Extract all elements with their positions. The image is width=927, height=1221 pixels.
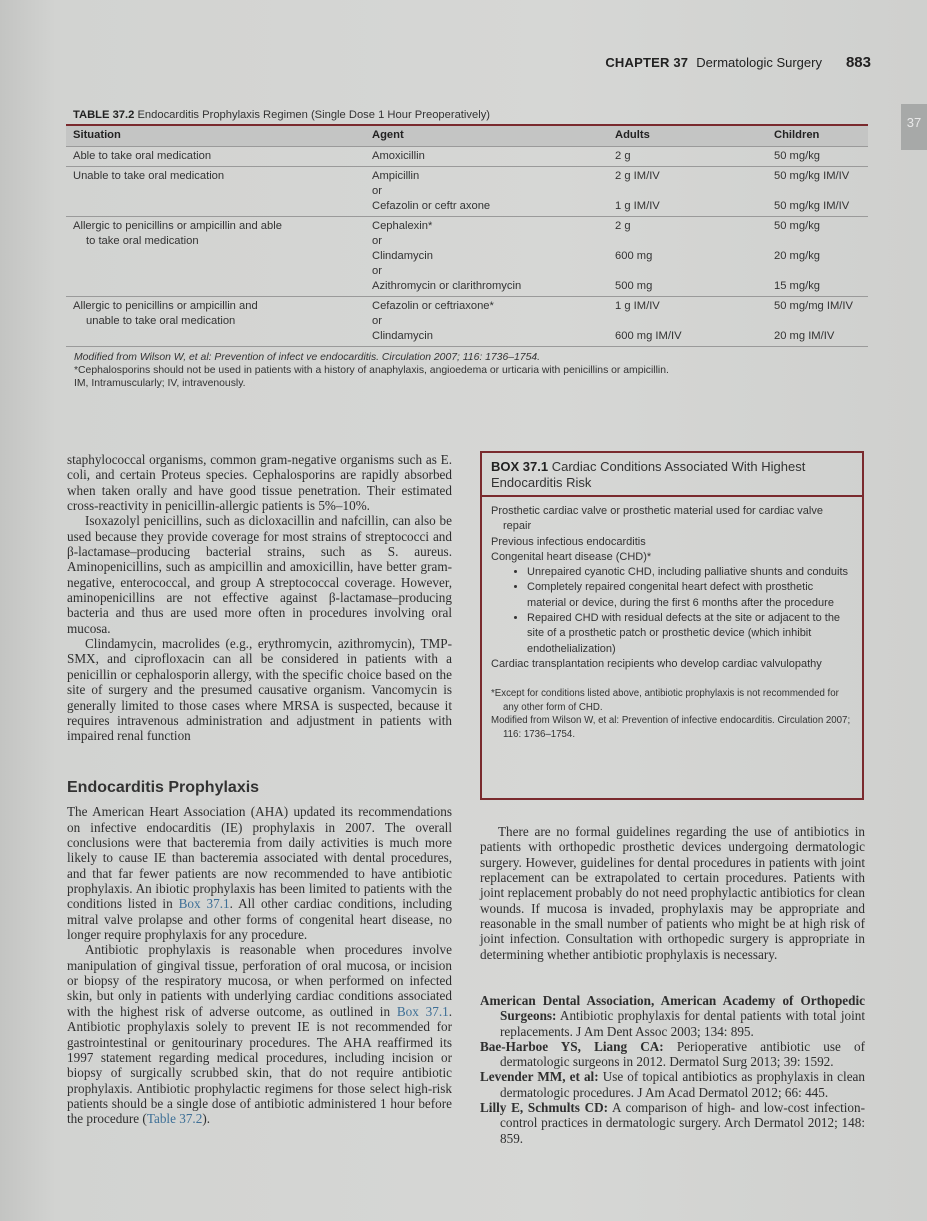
box-label: BOX 37.1 [491, 459, 549, 474]
box-item: Congenital heart disease (CHD)* [491, 550, 652, 563]
table-cell-children: 50 mg/kg [774, 220, 821, 232]
table-cell-agent: or [372, 185, 382, 197]
table-cell-adults: 600 mg [615, 250, 653, 262]
reference-text: Perioperative antibiotic use of dermatologic surgeons in 2012. Dermatol Surg 2013; 39: 1592. [500, 1038, 865, 1070]
box-bullet: • Unrepaired cyanotic CHD, including palliative shunts and conduits [527, 565, 854, 580]
aha-text: The American Heart Association (AHA) updated its recommendations on infective endocarditis (IE) prophylaxis in 2007. The overall conclusions were that bacteremia from daily activities is much more likely to cause IE than bacteremia associated with dental procedures, and that far fewer patients are now recommended to have antibiotic prophylaxis. An ibiotic prophylaxis has been limited to patients with the conditions listed in [67, 804, 452, 912]
running-header [605, 54, 871, 71]
paragraph-aha [67, 804, 452, 942]
box-source: Modified from Wilson W, et al: Prevention of infective endocarditis. Circulation 2007; 116: 1736–1754. [491, 715, 851, 741]
box-link[interactable]: Box 37.1 [178, 896, 230, 912]
table-cell-agent: Clindamycin [372, 330, 433, 342]
column-header-children: Children [774, 129, 820, 141]
table-cell-agent: Clindamycin [372, 250, 433, 262]
table-source-note [74, 351, 868, 364]
reference-item [480, 993, 865, 1039]
table-cell-agent: Cefazolin or ceftriaxone* [372, 300, 494, 312]
paragraph-orthopedic: There are no formal guidelines regarding the use of antibiotics in patients with orthopedic prosthetic devices undergoing dermatologic surgery. However, guidelines for dental procedures in patients with joint replacement can be extrapolated to certain procedures. Patients with joint replacement probably do not need prophylactic antibiotics for clean wounds. If mucosa is invaded, prophylaxis may be appropriate and reasonable in the small number of patients who might be at high risk of joint infection. Consultation with orthopedic surgery is appropriate in determining whether antibiotic prophylaxis is necessary. [480, 824, 865, 962]
table-row [66, 149, 868, 164]
table-cell-situation: Unable to take oral medication [73, 170, 225, 182]
aha-text-2: . All other cardiac conditions, including mitral valve prolapse and other forms of congenital heart disease, no longer require prophylaxis for any procedure. [67, 896, 453, 943]
table-cell-children: 20 mg IM/IV [774, 330, 835, 342]
reference-item [480, 1100, 865, 1146]
table-cell-situation: unable to take oral medication [86, 315, 236, 327]
table-cell-adults: 1 g IM/IV [615, 300, 660, 312]
table-row-group [66, 217, 868, 297]
chapter-thumb-tab: 37 [901, 104, 927, 150]
table-label: TABLE 37.2 [73, 109, 135, 121]
table-cell-adults: 500 mg [615, 280, 653, 292]
reference-authors: Bae-Harboe YS, Liang CA: [480, 1038, 664, 1054]
table-cell-situation: Allergic to penicillins or ampicillin and [73, 300, 258, 312]
box-item: Previous infectious endocarditis [491, 535, 646, 548]
table-row [66, 199, 868, 214]
reference-text: Use of topical antibiotics as prophylaxis in clean dermatologic procedures. J Am Acad Dermatol 2012; 66: 445. [500, 1069, 865, 1100]
box-bullet-list [491, 565, 854, 657]
table-row [66, 314, 868, 329]
box-link-2[interactable]: Box 37.1 [396, 1003, 449, 1019]
prophylaxis-text-2: . Antibiotic prophylaxis solely to prevent IE is not recommended for gastrointestinal or genitourinary procedures. The AHA reaffirmed its 1997 statement regarding medical procedures, including incision or biopsy of surgically scrubbed skin, that do not require antibiotic prophylaxis. Antibiotic prophylactic regimens for those select high-risk patients should be a single dose of antibiotic administered 1 hour before the procedure ( [67, 1003, 453, 1127]
table-row [66, 329, 868, 344]
table-row-group [66, 297, 868, 347]
paragraph-cephalosporins: staphylococcal organisms, common gram-negative organisms such as E. coli, and certain Proteus species. Cephalosporins are rapidly absorbed when taken orally and have good tissue penetration. Their estimated cross-reactivity in penicillin-allergic patients is 5%–10%. [67, 452, 452, 514]
reference-item [480, 1039, 865, 1070]
table-cell-children: 50 mg/mg IM/IV [774, 300, 853, 312]
table-row-group [66, 147, 868, 167]
column-header-adults: Adults [615, 129, 650, 141]
table-cell-children: 50 mg/kg [774, 150, 821, 162]
table-link[interactable]: Table 37.2 [146, 1111, 203, 1127]
box-footnote: *Except for conditions listed above, antibiotic prophylaxis is not recommended for any other form of CHD. [491, 688, 839, 713]
table-caption-text: Endocarditis Prophylaxis Regimen (Single Dose 1 Hour Preoperatively) [137, 109, 491, 121]
table-cell-agent: Azithromycin or clarithromycin [372, 280, 522, 292]
cephalosporin-footnote: *Cephalosporins should not be used in patients with a history of anaphylaxis, angioedema or urticaria with penicillins or ampicillin. [74, 365, 669, 376]
reference-authors: Levender MM, et al: [480, 1069, 599, 1085]
table-row [66, 234, 868, 249]
table-cell-children: 50 mg/kg IM/IV [774, 170, 850, 182]
box-title-text: Cardiac Conditions Associated With Highest Endocarditis Risk [491, 459, 806, 490]
table-row [66, 279, 868, 294]
page-number: 883 [845, 54, 871, 71]
box-bullet: • Completely repaired congenital heart defect with prosthetic material or device, during the first 6 months after the procedure [527, 580, 854, 611]
table-cell-agent: or [372, 315, 382, 327]
table-37-2 [66, 106, 868, 390]
chapter-label: CHAPTER 37 [605, 55, 689, 70]
table-cell-children: 20 mg/kg [774, 250, 821, 262]
box-item: Prosthetic cardiac valve or prosthetic material used for cardiac valve repair [491, 505, 823, 533]
reference-authors: American Dental Association, American Academy of Orthopedic Surgeons: [480, 993, 865, 1024]
box-bullet: • Repaired CHD with residual defects at the site or adjacent to the site of a prosthetic patch or prosthetic device (which inhibit endothelialization) [527, 611, 854, 657]
left-column-top [67, 452, 452, 744]
table-row [66, 249, 868, 264]
table-row [66, 184, 868, 199]
table-row [66, 169, 868, 184]
table-cell-children: 50 mg/kg IM/IV [774, 200, 850, 212]
section-heading: Endocarditis Prophylaxis [67, 779, 260, 796]
box-notes [491, 687, 854, 741]
prophylaxis-text-3: ). [202, 1111, 211, 1127]
reference-text: A comparison of high- and low-cost infection-control practices in dermatologic surgery. Arch Dermatol 2012; 148: 859. [500, 1100, 865, 1146]
table-row [66, 219, 868, 234]
column-header-agent: Agent [372, 129, 404, 141]
column-header-situation: Situation [73, 129, 121, 141]
table-cell-agent: or [372, 265, 382, 277]
table-row-group [66, 167, 868, 217]
source-title: Prevention of infect ve endocarditis. Circulation 2007; 116: 1736–1754. [214, 352, 541, 363]
reference-authors: Lilly E, Schmults CD: [480, 1100, 609, 1116]
table-cell-adults: 2 g [615, 220, 631, 232]
table-footnotes [66, 347, 868, 390]
abbreviation-footnote: IM, Intramuscularly; IV, intravenously. [74, 378, 246, 389]
box-item: Cardiac transplantation recipients who develop cardiac valvulopathy [491, 657, 822, 670]
table-cell-agent: Cephalexin* [372, 220, 433, 232]
table-cell-children: 15 mg/kg [774, 280, 821, 292]
table-row [66, 264, 868, 279]
table-body [66, 147, 868, 347]
table-row [66, 299, 868, 314]
chapter-title: Dermatologic Surgery [696, 55, 822, 70]
table-cell-adults: 1 g IM/IV [615, 200, 660, 212]
table-caption [66, 106, 868, 126]
source-prefix: Modified from Wilson W, et al: [74, 352, 215, 363]
left-column-bottom [67, 780, 452, 1127]
reference-item [480, 1069, 865, 1100]
table-cell-agent: Ampicillin [372, 170, 420, 182]
reference-text: Antibiotic prophylaxis for dental patients with total joint replacements. J Am Dent Assoc 2003; 134: 895. [500, 1008, 865, 1039]
box-title [482, 453, 862, 497]
table-cell-adults: 2 g [615, 150, 631, 162]
box-37-1 [480, 451, 864, 800]
table-cell-agent: Amoxicillin [372, 150, 425, 162]
prophylaxis-text: Antibiotic prophylaxis is reasonable when procedures involve manipulation of gingival tissue, perforation of oral mucosa, or incision or biopsy of the respiratory mucosa, or when performed on infected skin, but only in patients with underlying cardiac conditions associated with the highest risk of adverse outcome, as outlined in [67, 942, 452, 1019]
paragraph-prophylaxis [67, 942, 452, 1126]
table-header-row [66, 126, 868, 147]
box-body [482, 497, 862, 742]
table-cell-situation: Allergic to penicillins or ampicillin and able [73, 220, 282, 232]
table-cell-adults: 2 g IM/IV [615, 170, 660, 182]
paragraph-isoxazolyl: Isoxazolyl penicillins, such as dicloxacillin and nafcillin, can also be used because they provide coverage for most strains of streptococci and β-lactamase–producing bacterial strains, such as S. aureus. Aminopenicillins, such as ampicillin and amoxicillin, have better gram-negative, enterococcal, and group A streptococcal coverage. However, aminopenicillins are not effective against β-lactamase–producing bacteria and thus are used more often in procedures involving oral mucosa. [67, 513, 452, 636]
table-cell-adults: 600 mg IM/IV [615, 330, 682, 342]
table-cell-agent: Cefazolin or ceftr axone [372, 200, 491, 212]
table-cell-agent: or [372, 235, 382, 247]
table-cell-situation: to take oral medication [86, 235, 199, 247]
table-cell-situation: Able to take oral medication [73, 150, 212, 162]
paragraph-clindamycin: Clindamycin, macrolides (e.g., erythromycin, azithromycin), TMP-SMX, and ciprofloxacin can all be considered in patients with a penicillin or cephalosporin allergy, with the specific choice based on the site of surgery and the presumed causative organism. Vancomycin is generally limited to those cases where MRSA is suspected, because it requires intravenous administration and adjustment in patients with impaired renal function [67, 636, 452, 744]
reference-list [480, 993, 865, 1146]
